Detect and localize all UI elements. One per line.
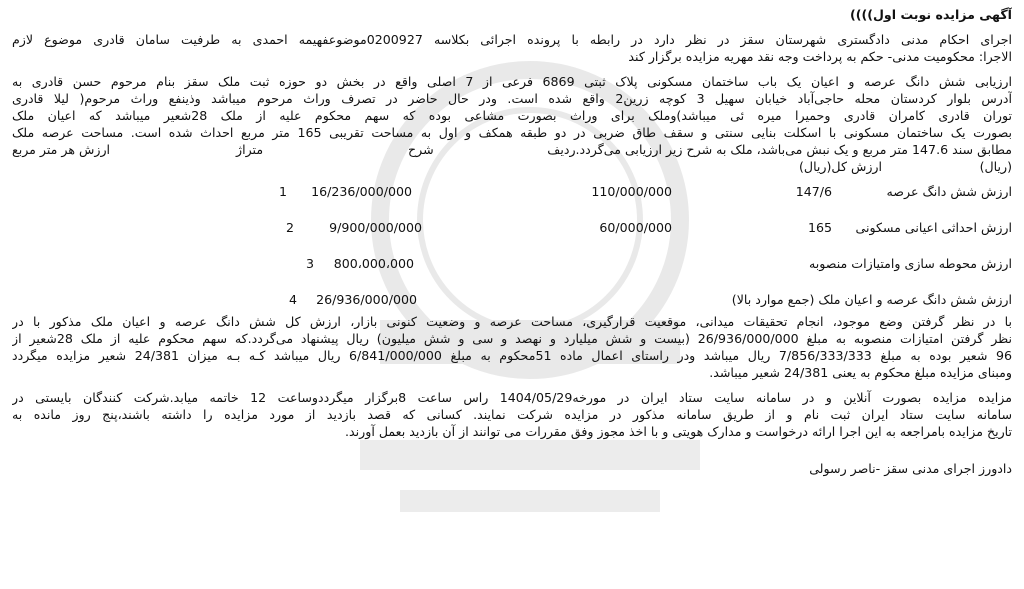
auction-line: سامانه سایت ستاد ایران ثبت نام و از طریق سامانه مذکور در مزایده شرکت نمایند. کسانی که قصد بازدید از مورد مزایده را داشته باشند،پنج روز مانده به <box>12 407 1012 422</box>
row-total: 9/900/000/000 <box>329 220 422 235</box>
description-line: بصورت یک ساختمان مسکونی با اسکلت بنایی سنتی و سقف طاق ضربی در دو طبقه همکف و اول به مساحت تقریبی 165 متر مربع احداث شده است. مساحت عرصه ملک <box>12 125 1012 140</box>
conclusion-line: ومبنای مزایده مبلغ محکوم به یعنی 24/381 شعیر میباشد. <box>709 365 1012 380</box>
row-number: 2 <box>285 220 294 235</box>
header-description: شرح <box>408 142 434 157</box>
row-number: 3 <box>305 256 314 271</box>
row-unit-value: 60/000/000 <box>599 220 672 235</box>
row-total: 26/936/000/000 <box>316 292 417 307</box>
row-label: ارزش محوطه سازی وامتیازات منصوبه <box>809 256 1012 271</box>
description-line: مطابق سند 147.6 متر مربع و یک نبش می‌باشد، ملک به شرح زیر ارزیابی می‌گردد.ردیف <box>547 142 1012 157</box>
table-header-row-2 <box>12 158 1012 175</box>
conclusion-line: نظر گرفتن امتیازات منصوبه به مبلغ 26/936/000/000 (بیست و شش میلیارد و نهصد و سی و شش میلیون) ریال پیشنهاد می‌گردد.که سهم محکوم علیه از ملک 28شعیر از <box>12 331 1012 346</box>
row-unit-value: 110/000/000 <box>591 184 672 199</box>
row-total: 800،000،000 <box>333 256 414 271</box>
row-total: 16/236/000/000 <box>311 184 412 199</box>
row-number: 4 <box>288 292 297 307</box>
auction-line: مزایده مزایده بصورت آنلاین و در سامانه سایت ستاد ایران در مورخه1404/05/29 راس ساعت 8برگزار میگرددوساعت 12 خاتمه میابد.شرکت کنندگان بایستی در <box>12 390 1012 405</box>
table-row <box>12 211 1012 247</box>
row-number: 1 <box>278 184 287 199</box>
intro-line: اجرای احکام مدنی دادگستری شهرستان سقز در نظر دارد در رابطه با پرونده اجرائی بکلاسه 0200927موضوعفهیمه احمدی به طرفیت سامان قادری موضوع لازم <box>12 32 1012 47</box>
description-line: توران قادری کامران قادری وحمیرا میره ئی میباشد)وملک برای وراث بصورت مشاعی بوده که سهم محکوم علیه از ملک 28شعیر میباشد که اعیان ملک <box>12 108 1012 123</box>
auction-notice <box>12 6 1012 477</box>
conclusion-line: با در نظر گرفتن وضع موجود، انجام تحقیقات میدانی، موقعیت قرارگیری، مساحت عرصه و وضعیت کنونی بازار، ارزش کل شش دانگ عرصه و اعیان ملک مذکور با در <box>12 314 1012 329</box>
row-label: ارزش شش دانگ عرصه <box>886 184 1012 199</box>
header-total: ارزش کل(ریال) <box>799 159 882 174</box>
header-unit-rial: (ریال) <box>979 159 1012 174</box>
header-unit-value: ارزش هر متر مربع <box>12 142 111 157</box>
table-row <box>12 283 1012 313</box>
table-header-row <box>12 141 1012 158</box>
table-row <box>12 175 1012 211</box>
row-area: 147/6 <box>795 184 832 199</box>
header-area: متراژ <box>236 142 264 157</box>
conclusion-line: 96 شعیر بوده به مبلغ 7/856/333/333 ریال میباشد ودر راستای اعمال ماده 51محکوم به مبلغ 6/841/000/000 ریال میباشد کـه بـه میزان 24/381 شعیر مزایده میگردد <box>12 348 1012 363</box>
description-line: ارزیابی شش دانگ عرصه و اعیان یک باب ساختمان مسکونی پلاک ثبتی 6869 فرعی از 7 اصلی واقع در بخش دو حوزه ثبت ملک سقز بنام مرحوم حسن قادری به <box>12 74 1012 89</box>
row-area: 165 <box>807 220 832 235</box>
description-line: آدرس بلوار کردستان محله حاجی‌آباد خیابان سهیل 3 کوچه زرین2 واقع شده است. ودر حال حاضر در تصرف وراث مرحوم میباشد وذینفع وراث مرحوم( لیلا قادری <box>12 91 1012 106</box>
table-row <box>12 247 1012 283</box>
notice-title: آگهی مزایده نوبت اول)))) <box>849 7 1012 22</box>
row-label: ارزش احداثی اعیانی مسکونی <box>855 220 1012 235</box>
row-label: ارزش شش دانگ عرصه و اعیان ملک (جمع موارد بالا) <box>731 292 1012 307</box>
intro-line: الاجرا: محکومیت مدنی- حکم به پرداخت وجه نقد مهریه مزایده برگزار کند <box>628 49 1012 64</box>
auction-line: تاریخ مزایده بامراجعه به این اجرا ارائه درخواست و مدارک هویتی و با اخذ مجوز وفق مقررات می توانند از آن بازدید بعمل آورند. <box>345 424 1012 439</box>
signature: دادورز اجرای مدنی سقز -ناصر رسولی <box>809 461 1012 476</box>
